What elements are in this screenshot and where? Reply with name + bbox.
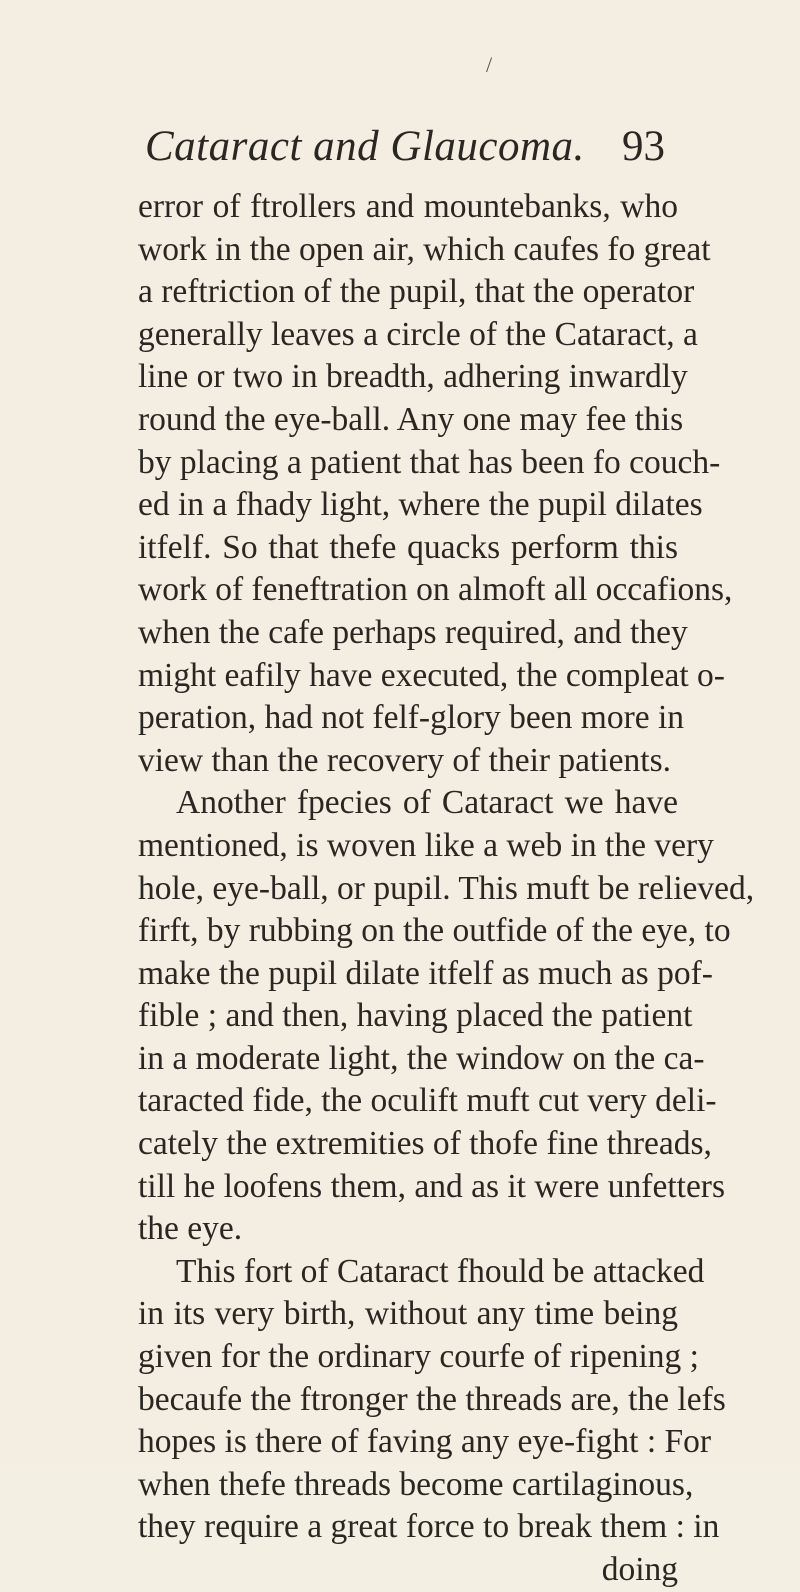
text-line: given for the ordinary courfe of ripening ; — [138, 1338, 699, 1376]
text-line: by placing a patient that has been fo couch- — [138, 443, 721, 481]
text-line: make the pupil dilate itfelf as much as pof- — [138, 954, 713, 992]
text-line: becaufe the ftronger the threads are, the lefs — [138, 1380, 726, 1418]
text-line: work in the open air, which caufes fo great — [138, 230, 711, 268]
text-line: hole, eye-ball, or pupil. This muft be relieved, — [138, 869, 755, 907]
text-line: when the cafe perhaps required, and they — [138, 613, 688, 651]
text-line: itfelf. So that thefe quacks perform this — [138, 528, 678, 566]
text-line: fible ; and then, having placed the patient — [138, 997, 693, 1035]
text-line: cately the extremities of thofe fine threads, — [138, 1125, 712, 1163]
text-line: in a moderate light, the window on the ca- — [138, 1039, 705, 1077]
text-line: when thefe threads become cartilaginous, — [138, 1465, 694, 1503]
text-line: Another fpecies of Cataract we have — [176, 784, 678, 822]
body-text — [138, 186, 755, 1592]
page-number: 93 — [622, 123, 665, 170]
text-line: round the eye-ball. Any one may fee this — [138, 400, 684, 438]
text-line: peration, had not felf-glory been more in — [138, 699, 685, 737]
text-line: taracted fide, the oculift muft cut very deli- — [138, 1082, 717, 1120]
text-line: generally leaves a circle of the Cataract, a — [138, 315, 698, 353]
text-line: ed in a fhady light, where the pupil dilates — [138, 486, 703, 524]
text-line: error of ftrollers and mountebanks, who — [138, 188, 678, 225]
text-line: a reftriction of the pupil, that the operator — [138, 273, 695, 311]
catchword: doing — [601, 1551, 678, 1588]
text-line: till he loofens them, and as it were unfetters — [138, 1167, 726, 1205]
text-line: might eafily have executed, the compleat o- — [138, 656, 725, 694]
running-title: Cataract and Glaucoma. — [145, 123, 585, 170]
text-line: firft, by rubbing on the outfide of the eye, to — [138, 912, 731, 950]
text-line: hopes is there of faving any eye-fight : For — [138, 1423, 712, 1461]
text-line: in its very birth, without any time being — [138, 1295, 678, 1333]
text-line: This fort of Cataract fhould be attacked — [176, 1252, 705, 1290]
page-header — [145, 122, 665, 182]
text-line: work of feneftration on almoft all occafions, — [138, 571, 733, 609]
text-line: they require a great force to break them : in — [138, 1508, 720, 1546]
text-line: the eye. — [138, 1210, 243, 1248]
margin-mark: / — [486, 52, 493, 77]
text-line: view than the recovery of their patients. — [138, 741, 672, 779]
text-line: line or two in breadth, adhering inwardly — [138, 358, 688, 396]
text-line: mentioned, is woven like a web in the very — [138, 826, 714, 864]
